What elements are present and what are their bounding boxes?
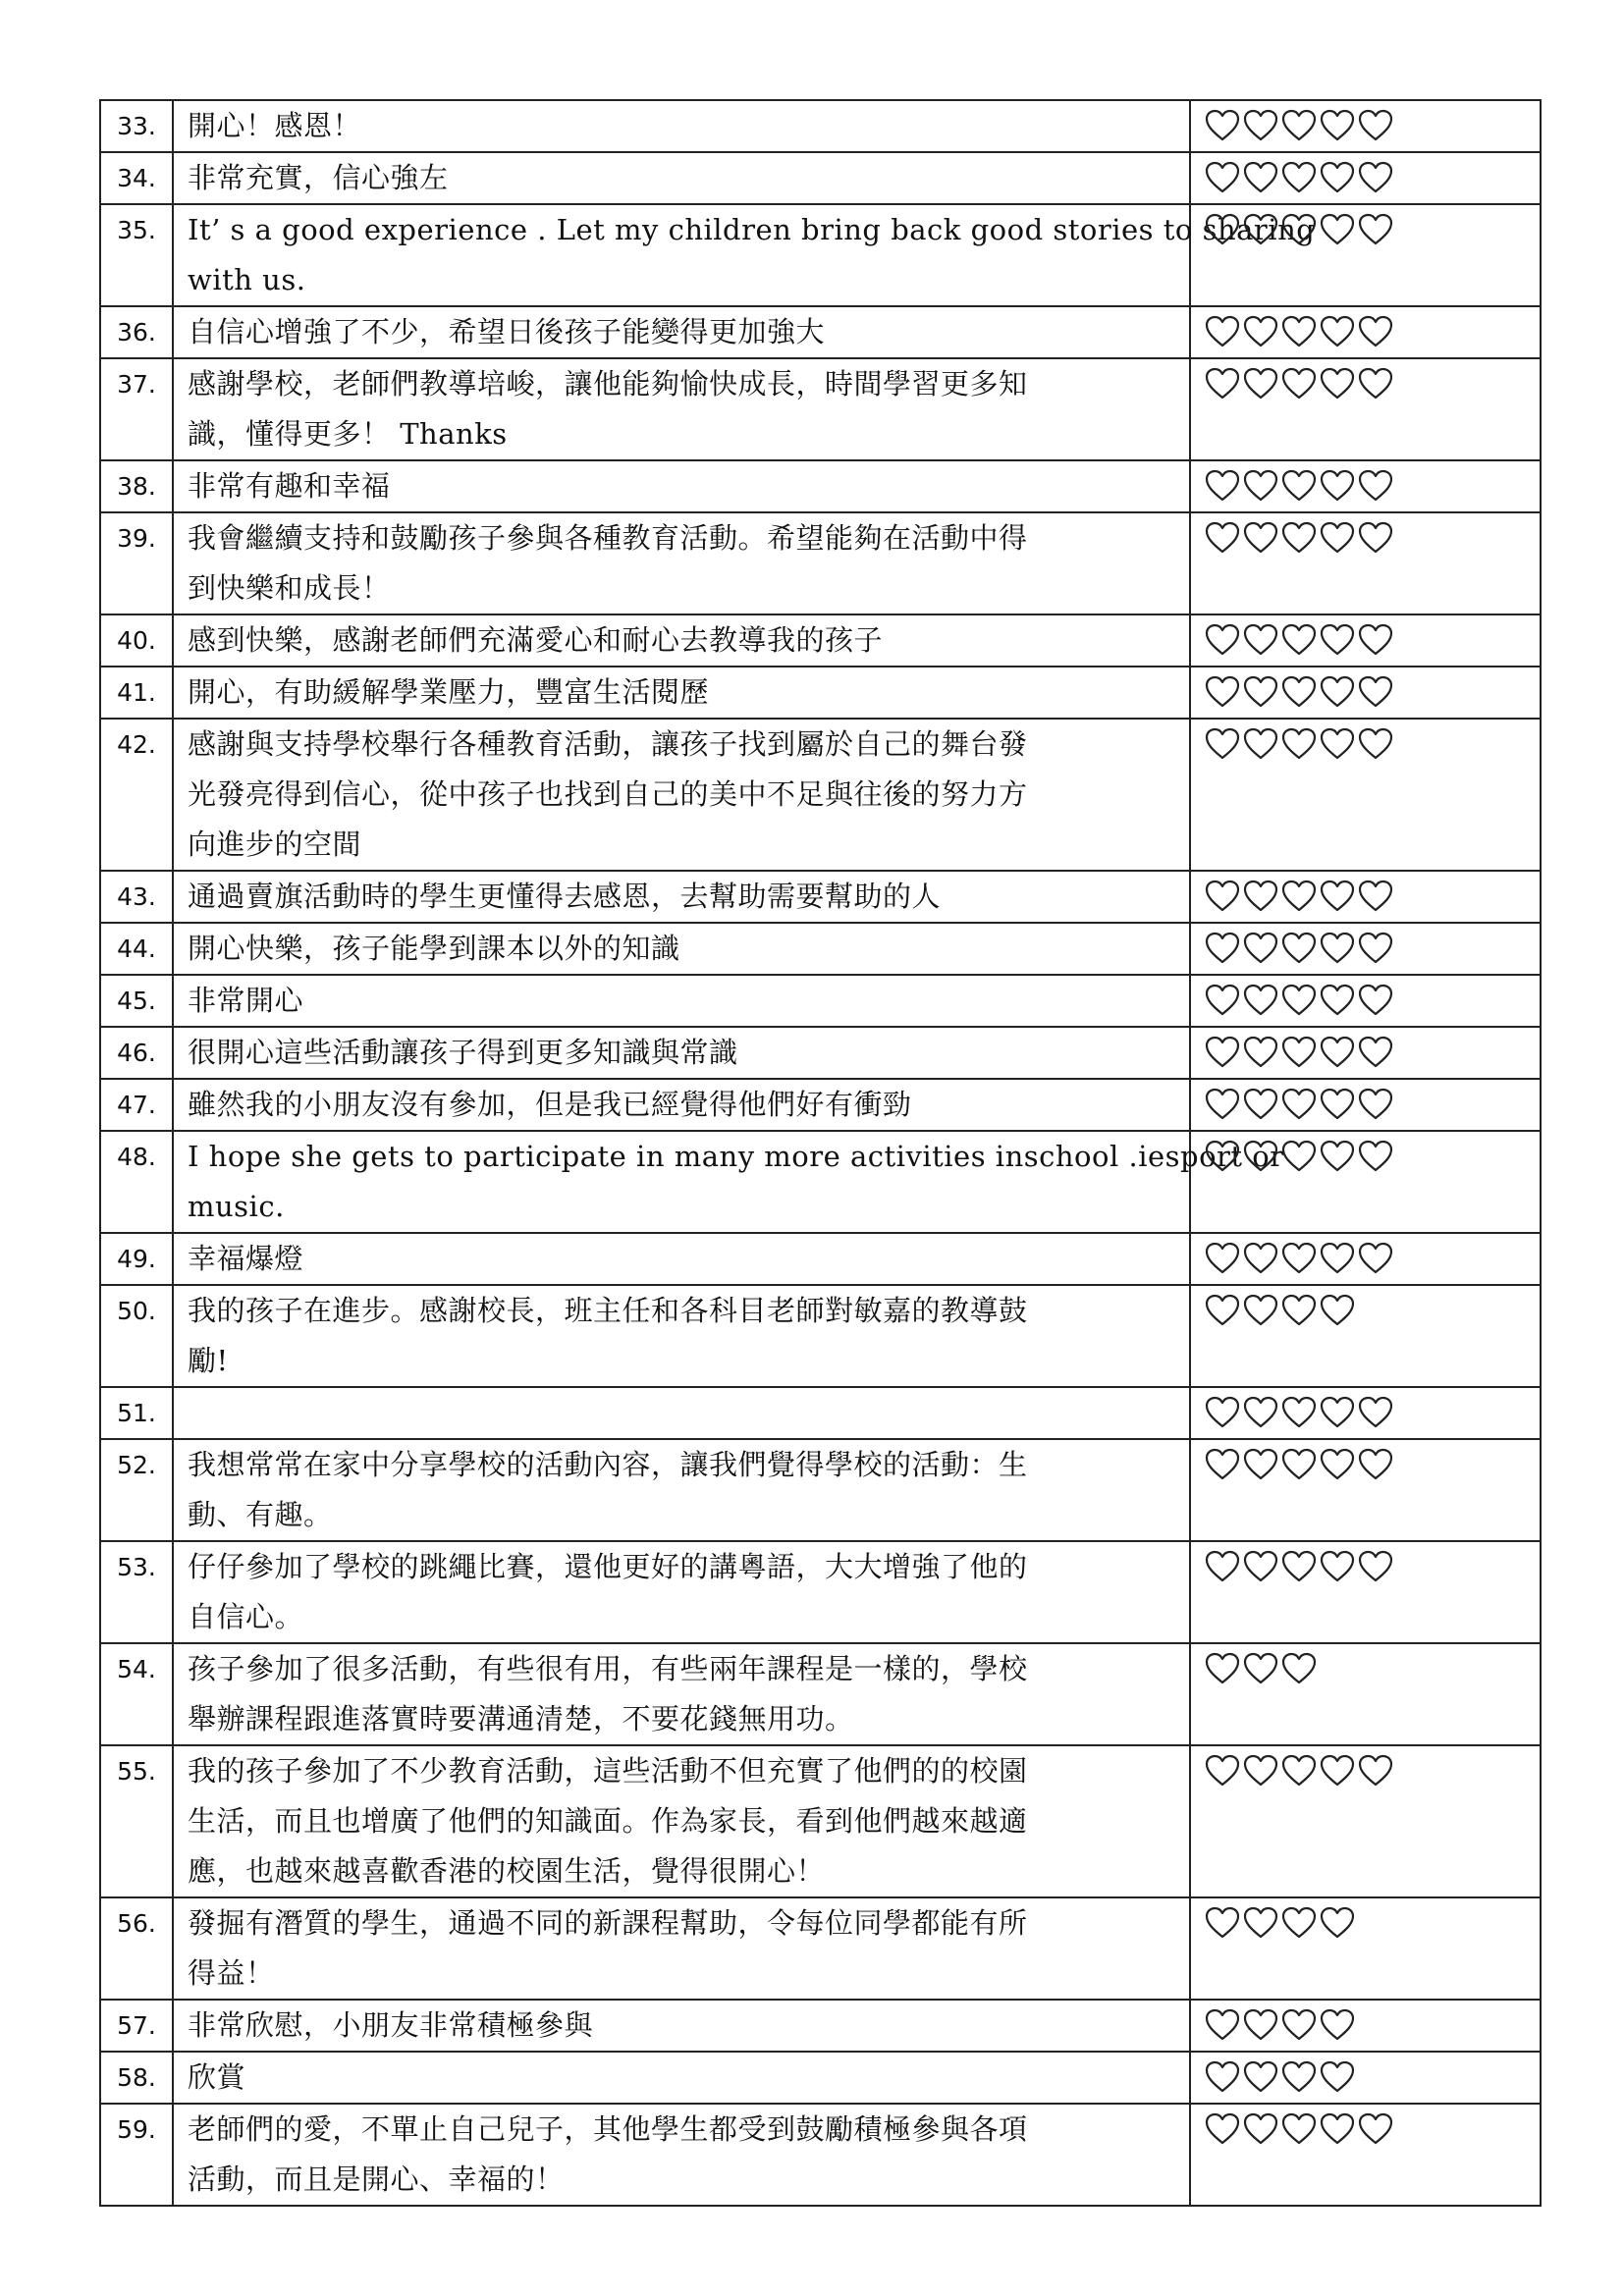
heart-outline-icon xyxy=(1243,367,1278,400)
comment-text xyxy=(173,1745,1190,1897)
heart-outline-icon xyxy=(1281,2112,1317,2146)
rating-hearts xyxy=(1190,1541,1541,1643)
comment-line: 我會繼續支持和鼓勵孩子參與各種教育活動。希望能夠在活動中得 xyxy=(188,521,1028,555)
table-row xyxy=(100,1131,1541,1233)
heart-outline-icon xyxy=(1320,367,1355,400)
comment-line: 生活，而且也增廣了他們的知識面。作為家長，看到他們越來越適 xyxy=(188,1804,1028,1838)
row-number: 33. xyxy=(100,100,173,152)
heart-outline-icon xyxy=(1320,675,1355,709)
heart-outline-icon xyxy=(1320,932,1355,965)
comment-line: 感謝與支持學校舉行各種教育活動，讓孩子找到屬於自己的舞台發 xyxy=(188,727,1028,761)
comment-line: 自信心。 xyxy=(188,1600,304,1633)
rating-hearts xyxy=(1190,614,1541,667)
heart-outline-icon xyxy=(1320,1396,1355,1429)
heart-outline-icon xyxy=(1205,984,1240,1017)
heart-outline-icon xyxy=(1205,521,1240,555)
heart-outline-icon xyxy=(1243,109,1278,142)
table-row xyxy=(100,306,1541,358)
heart-outline-icon xyxy=(1205,1754,1240,1788)
row-number: 42. xyxy=(100,719,173,871)
heart-outline-icon xyxy=(1281,880,1317,913)
comment-text xyxy=(173,460,1190,512)
table-row xyxy=(100,1541,1541,1643)
rating-hearts xyxy=(1190,512,1541,614)
rating-hearts xyxy=(1190,871,1541,923)
table-row xyxy=(100,923,1541,975)
table-row xyxy=(100,871,1541,923)
row-number: 44. xyxy=(100,923,173,975)
rating-hearts xyxy=(1190,2104,1541,2206)
row-number: 57. xyxy=(100,2000,173,2052)
comment-text xyxy=(173,1131,1284,1233)
heart-outline-icon xyxy=(1205,2008,1240,2042)
rating-hearts xyxy=(1190,204,1541,306)
heart-outline-icon xyxy=(1205,1294,1240,1327)
table-row xyxy=(100,1387,1541,1439)
heart-outline-icon xyxy=(1243,1294,1278,1327)
comment-line: 向進步的空間 xyxy=(188,828,362,861)
row-number: 48. xyxy=(100,1131,173,1233)
heart-outline-icon xyxy=(1243,880,1278,913)
table-row xyxy=(100,2104,1541,2206)
comment-line: 識，懂得更多！ Thanks xyxy=(188,417,508,451)
heart-outline-icon xyxy=(1205,213,1240,246)
row-number: 40. xyxy=(100,614,173,667)
heart-outline-icon xyxy=(1243,2060,1278,2094)
comment-line: 開心，有助緩解學業壓力，豐富生活閱歷 xyxy=(188,675,710,709)
heart-outline-icon xyxy=(1358,1088,1393,1121)
comment-line: 通過賣旗活動時的學生更懂得去感恩，去幫助需要幫助的人 xyxy=(188,880,942,913)
heart-outline-icon xyxy=(1320,2112,1355,2146)
rating-hearts xyxy=(1190,2052,1541,2104)
heart-outline-icon xyxy=(1243,1088,1278,1121)
rating-hearts xyxy=(1190,306,1541,358)
table-row xyxy=(100,1439,1541,1541)
heart-outline-icon xyxy=(1320,727,1355,761)
heart-outline-icon xyxy=(1358,1754,1393,1788)
heart-outline-icon xyxy=(1320,1906,1355,1940)
heart-outline-icon xyxy=(1281,1652,1317,1685)
comment-line: 活動，而且是開心、幸福的！ xyxy=(188,2163,565,2196)
comment-text xyxy=(173,1285,1190,1387)
heart-outline-icon xyxy=(1358,984,1393,1017)
heart-outline-icon xyxy=(1358,1140,1393,1173)
heart-outline-icon xyxy=(1243,1140,1278,1173)
rating-hearts xyxy=(1190,1027,1541,1079)
comment-line: 老師們的愛，不單止自己兒子，其他學生都受到鼓勵積極參與各項 xyxy=(188,2112,1028,2146)
heart-outline-icon xyxy=(1320,2060,1355,2094)
heart-outline-icon xyxy=(1281,623,1317,657)
rating-hearts xyxy=(1190,1131,1541,1233)
heart-outline-icon xyxy=(1281,727,1317,761)
heart-outline-icon xyxy=(1243,984,1278,1017)
heart-outline-icon xyxy=(1205,727,1240,761)
feedback-table xyxy=(99,99,1542,2207)
heart-outline-icon xyxy=(1205,1906,1240,1940)
comment-line: 光發亮得到信心，從中孩子也找到自己的美中不足與往後的努力方 xyxy=(188,777,1028,811)
comment-line: music. xyxy=(188,1190,285,1223)
heart-outline-icon xyxy=(1243,521,1278,555)
heart-outline-icon xyxy=(1281,1550,1317,1583)
heart-outline-icon xyxy=(1205,161,1240,194)
heart-outline-icon xyxy=(1358,213,1393,246)
heart-outline-icon xyxy=(1320,161,1355,194)
heart-outline-icon xyxy=(1320,1036,1355,1069)
rating-hearts xyxy=(1190,460,1541,512)
rating-hearts xyxy=(1190,1745,1541,1897)
comment-text xyxy=(173,614,1190,667)
comment-text xyxy=(173,719,1190,871)
heart-outline-icon xyxy=(1281,213,1317,246)
heart-outline-icon xyxy=(1281,1396,1317,1429)
comment-line: 欣賞 xyxy=(188,2060,246,2094)
table-row xyxy=(100,614,1541,667)
row-number: 36. xyxy=(100,306,173,358)
comment-text xyxy=(173,667,1190,719)
heart-outline-icon xyxy=(1281,1448,1317,1481)
comment-text xyxy=(173,512,1190,614)
comment-text xyxy=(173,1439,1190,1541)
comment-line: 我的孩子在進步。感謝校長，班主任和各科目老師對敏嘉的教導鼓 xyxy=(188,1294,1028,1327)
table-row xyxy=(100,1079,1541,1131)
table-row xyxy=(100,152,1541,204)
heart-outline-icon xyxy=(1358,469,1393,503)
table-row xyxy=(100,2000,1541,2052)
heart-outline-icon xyxy=(1243,2112,1278,2146)
heart-outline-icon xyxy=(1243,1754,1278,1788)
rating-hearts xyxy=(1190,358,1541,460)
heart-outline-icon xyxy=(1320,213,1355,246)
heart-outline-icon xyxy=(1243,623,1278,657)
comment-line: 孩子參加了很多活動，有些很有用，有些兩年課程是一樣的，學校 xyxy=(188,1652,1028,1685)
heart-outline-icon xyxy=(1281,161,1317,194)
comment-text xyxy=(173,1387,1190,1439)
heart-outline-icon xyxy=(1205,1088,1240,1121)
heart-outline-icon xyxy=(1320,1140,1355,1173)
heart-outline-icon xyxy=(1243,1906,1278,1940)
row-number: 51. xyxy=(100,1387,173,1439)
heart-outline-icon xyxy=(1243,1036,1278,1069)
heart-outline-icon xyxy=(1320,1088,1355,1121)
comment-line: 非常開心 xyxy=(188,984,304,1017)
table-row xyxy=(100,1233,1541,1285)
heart-outline-icon xyxy=(1358,1550,1393,1583)
row-number: 58. xyxy=(100,2052,173,2104)
comment-text xyxy=(173,871,1190,923)
table-row xyxy=(100,975,1541,1027)
rating-hearts xyxy=(1190,1439,1541,1541)
heart-outline-icon xyxy=(1243,727,1278,761)
heart-outline-icon xyxy=(1205,2060,1240,2094)
heart-outline-icon xyxy=(1281,675,1317,709)
heart-outline-icon xyxy=(1243,1396,1278,1429)
heart-outline-icon xyxy=(1243,2008,1278,2042)
comment-text xyxy=(173,923,1190,975)
comment-line: 非常充實，信心強左 xyxy=(188,161,449,194)
heart-outline-icon xyxy=(1358,521,1393,555)
comment-text xyxy=(173,1897,1190,2000)
heart-outline-icon xyxy=(1205,1448,1240,1481)
heart-outline-icon xyxy=(1281,932,1317,965)
heart-outline-icon xyxy=(1243,1448,1278,1481)
heart-outline-icon xyxy=(1205,315,1240,348)
heart-outline-icon xyxy=(1205,109,1240,142)
comment-line: 應，也越來越喜歡香港的校園生活，覺得很開心！ xyxy=(188,1854,826,1888)
feedback-rows xyxy=(100,100,1541,2206)
heart-outline-icon xyxy=(1243,315,1278,348)
comment-line: 自信心增強了不少，希望日後孩子能變得更加強大 xyxy=(188,315,826,348)
rating-hearts xyxy=(1190,923,1541,975)
table-row xyxy=(100,1745,1541,1897)
rating-hearts xyxy=(1190,1285,1541,1387)
comment-line: 非常欣慰，小朋友非常積極參與 xyxy=(188,2008,594,2042)
row-number: 49. xyxy=(100,1233,173,1285)
heart-outline-icon xyxy=(1320,1448,1355,1481)
heart-outline-icon xyxy=(1358,1396,1393,1429)
rating-hearts xyxy=(1190,1079,1541,1131)
table-row xyxy=(100,460,1541,512)
table-row xyxy=(100,1643,1541,1745)
heart-outline-icon xyxy=(1320,1242,1355,1275)
heart-outline-icon xyxy=(1205,880,1240,913)
heart-outline-icon xyxy=(1358,2112,1393,2146)
table-row xyxy=(100,1027,1541,1079)
heart-outline-icon xyxy=(1205,2112,1240,2146)
comment-text xyxy=(173,204,1316,306)
heart-outline-icon xyxy=(1281,315,1317,348)
heart-outline-icon xyxy=(1358,675,1393,709)
row-number: 56. xyxy=(100,1897,173,2000)
row-number: 54. xyxy=(100,1643,173,1745)
row-number: 43. xyxy=(100,871,173,923)
heart-outline-icon xyxy=(1243,1242,1278,1275)
heart-outline-icon xyxy=(1205,367,1240,400)
comment-line: 得益！ xyxy=(188,1956,275,1990)
heart-outline-icon xyxy=(1358,109,1393,142)
heart-outline-icon xyxy=(1205,623,1240,657)
rating-hearts xyxy=(1190,1643,1541,1745)
heart-outline-icon xyxy=(1320,984,1355,1017)
heart-outline-icon xyxy=(1281,1242,1317,1275)
heart-outline-icon xyxy=(1281,1140,1317,1173)
comment-line: 感到快樂，感謝老師們充滿愛心和耐心去教導我的孩子 xyxy=(188,623,884,657)
comment-text xyxy=(173,100,1190,152)
rating-hearts xyxy=(1190,975,1541,1027)
row-number: 50. xyxy=(100,1285,173,1387)
row-number: 53. xyxy=(100,1541,173,1643)
heart-outline-icon xyxy=(1243,161,1278,194)
table-row xyxy=(100,204,1541,306)
heart-outline-icon xyxy=(1243,469,1278,503)
heart-outline-icon xyxy=(1281,469,1317,503)
comment-line: 開心快樂，孩子能學到課本以外的知識 xyxy=(188,932,680,965)
heart-outline-icon xyxy=(1320,1754,1355,1788)
heart-outline-icon xyxy=(1281,1036,1317,1069)
comment-line xyxy=(188,1388,1181,1438)
row-number: 37. xyxy=(100,358,173,460)
rating-hearts xyxy=(1190,1897,1541,2000)
row-number: 47. xyxy=(100,1079,173,1131)
heart-outline-icon xyxy=(1205,469,1240,503)
comment-line: 仔仔參加了學校的跳繩比賽，還他更好的講粵語，大大增強了他的 xyxy=(188,1550,1028,1583)
heart-outline-icon xyxy=(1358,623,1393,657)
rating-hearts xyxy=(1190,100,1541,152)
table-row xyxy=(100,1285,1541,1387)
comment-text xyxy=(173,358,1190,460)
heart-outline-icon xyxy=(1281,2060,1317,2094)
comment-text xyxy=(173,2000,1190,2052)
table-row xyxy=(100,358,1541,460)
heart-outline-icon xyxy=(1281,109,1317,142)
comment-line: 我想常常在家中分享學校的活動內容，讓我們覺得學校的活動：生 xyxy=(188,1448,1028,1481)
heart-outline-icon xyxy=(1320,469,1355,503)
heart-outline-icon xyxy=(1243,1652,1278,1685)
comment-text xyxy=(173,306,1190,358)
heart-outline-icon xyxy=(1205,932,1240,965)
rating-hearts xyxy=(1190,1387,1541,1439)
comment-line: 非常有趣和幸福 xyxy=(188,469,391,503)
heart-outline-icon xyxy=(1205,1242,1240,1275)
heart-outline-icon xyxy=(1358,161,1393,194)
heart-outline-icon xyxy=(1243,213,1278,246)
comment-line: 到快樂和成長！ xyxy=(188,571,391,605)
table-row xyxy=(100,2052,1541,2104)
heart-outline-icon xyxy=(1205,1396,1240,1429)
table-row xyxy=(100,100,1541,152)
row-number: 46. xyxy=(100,1027,173,1079)
comment-text xyxy=(173,1027,1190,1079)
heart-outline-icon xyxy=(1243,675,1278,709)
heart-outline-icon xyxy=(1281,1088,1317,1121)
table-row xyxy=(100,1897,1541,2000)
row-number: 39. xyxy=(100,512,173,614)
rating-hearts xyxy=(1190,2000,1541,2052)
comment-line: I hope she gets to participate in many more activities inschool .iesport or xyxy=(188,1140,1284,1173)
comment-line: 雖然我的小朋友沒有參加，但是我已經覺得他們好有衝勁 xyxy=(188,1088,912,1121)
table-row xyxy=(100,512,1541,614)
heart-outline-icon xyxy=(1281,984,1317,1017)
heart-outline-icon xyxy=(1320,315,1355,348)
heart-outline-icon xyxy=(1358,1036,1393,1069)
heart-outline-icon xyxy=(1281,367,1317,400)
comment-line: 幸福爆燈 xyxy=(188,1242,304,1275)
heart-outline-icon xyxy=(1205,1550,1240,1583)
table-row xyxy=(100,667,1541,719)
heart-outline-icon xyxy=(1358,1448,1393,1481)
comment-text xyxy=(173,152,1190,204)
heart-outline-icon xyxy=(1281,1906,1317,1940)
row-number: 41. xyxy=(100,667,173,719)
heart-outline-icon xyxy=(1281,2008,1317,2042)
heart-outline-icon xyxy=(1320,521,1355,555)
heart-outline-icon xyxy=(1358,315,1393,348)
comment-text xyxy=(173,1233,1190,1285)
row-number: 59. xyxy=(100,2104,173,2206)
heart-outline-icon xyxy=(1205,1140,1240,1173)
comment-line: 我的孩子參加了不少教育活動，這些活動不但充實了他們的的校園 xyxy=(188,1754,1028,1788)
heart-outline-icon xyxy=(1358,1242,1393,1275)
heart-outline-icon xyxy=(1205,1036,1240,1069)
comment-line: 舉辦課程跟進落實時要溝通清楚，不要花錢無用功。 xyxy=(188,1702,854,1735)
row-number: 35. xyxy=(100,204,173,306)
heart-outline-icon xyxy=(1281,1294,1317,1327)
comment-line: 發掘有潛質的學生，通過不同的新課程幫助，令每位同學都能有所 xyxy=(188,1906,1028,1940)
heart-outline-icon xyxy=(1205,675,1240,709)
comment-text xyxy=(173,1541,1190,1643)
comment-line: 感謝學校，老師們教導培峻，讓他能夠愉快成長，時間學習更多知 xyxy=(188,367,1028,400)
heart-outline-icon xyxy=(1320,1550,1355,1583)
rating-hearts xyxy=(1190,667,1541,719)
row-number: 45. xyxy=(100,975,173,1027)
comment-line: with us. xyxy=(188,263,306,296)
comment-line: 勵! xyxy=(188,1344,229,1377)
comment-line: 動、有趣。 xyxy=(188,1498,333,1531)
comment-line: 很開心這些活動讓孩子得到更多知識與常識 xyxy=(188,1036,738,1069)
comment-text xyxy=(173,1643,1190,1745)
heart-outline-icon xyxy=(1320,1294,1355,1327)
rating-hearts xyxy=(1190,1233,1541,1285)
heart-outline-icon xyxy=(1281,521,1317,555)
row-number: 38. xyxy=(100,460,173,512)
rating-hearts xyxy=(1190,719,1541,871)
heart-outline-icon xyxy=(1320,880,1355,913)
heart-outline-icon xyxy=(1320,2008,1355,2042)
table-row xyxy=(100,719,1541,871)
row-number: 52. xyxy=(100,1439,173,1541)
heart-outline-icon xyxy=(1320,109,1355,142)
heart-outline-icon xyxy=(1243,1550,1278,1583)
heart-outline-icon xyxy=(1320,623,1355,657)
rating-hearts xyxy=(1190,152,1541,204)
heart-outline-icon xyxy=(1205,1652,1240,1685)
heart-outline-icon xyxy=(1281,1754,1317,1788)
heart-outline-icon xyxy=(1358,367,1393,400)
comment-line: It’ s a good experience . Let my children bring back good stories to sharing xyxy=(188,213,1316,246)
comment-text xyxy=(173,975,1190,1027)
heart-outline-icon xyxy=(1358,880,1393,913)
comment-text xyxy=(173,2052,1190,2104)
heart-outline-icon xyxy=(1243,932,1278,965)
comment-text xyxy=(173,2104,1190,2206)
comment-text xyxy=(173,1079,1190,1131)
comment-line: 開心！感恩！ xyxy=(188,109,362,142)
heart-outline-icon xyxy=(1358,727,1393,761)
row-number: 34. xyxy=(100,152,173,204)
heart-outline-icon xyxy=(1358,932,1393,965)
row-number: 55. xyxy=(100,1745,173,1897)
